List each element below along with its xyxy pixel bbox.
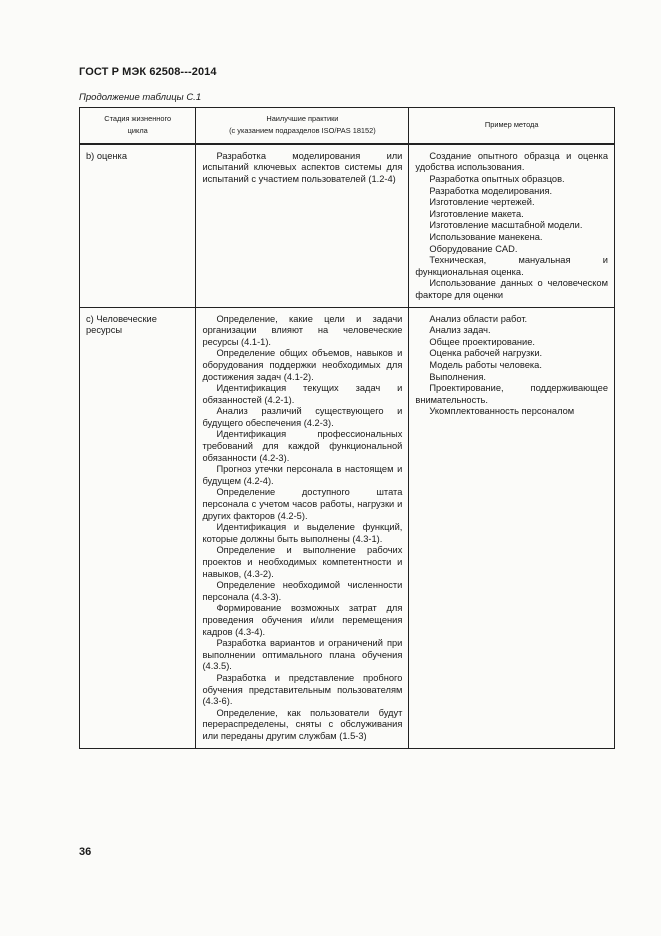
table-row: [80, 307, 615, 748]
row-stage-cell: с) Человеческие ресурсы: [80, 307, 196, 748]
practice-item: Определение и выполнение рабочих проектов и необходимых компетентности и навыков, (4.3-2).: [202, 545, 403, 579]
method-item: Укомплектованность персоналом: [429, 406, 575, 417]
row-stage-cell: b) оценка: [80, 144, 196, 307]
row-methods-cell: [409, 307, 615, 748]
row-methods-cell: [409, 144, 615, 307]
header-stage-line-2: цикла: [127, 126, 148, 136]
practice-item: Определение, какие цели и задачи организации влияют на человеческие ресурсы (4.1-1).: [202, 313, 403, 347]
header-method-line: Пример метода: [484, 120, 539, 130]
method-item: Использование манекена.: [429, 231, 543, 242]
practice-item: Разработка вариантов и ограничений при выполнении оптимального плана обучения (4.3.5).: [202, 638, 403, 672]
header-practices: [196, 108, 409, 144]
method-item: Выполнения.: [429, 371, 486, 382]
method-item: Техническая, мануальная и функциональная оценка.: [415, 255, 608, 277]
table-caption: Продолжение таблицы С.1: [79, 92, 202, 103]
row-practices-cell: [196, 144, 409, 307]
practice-item: Разработка моделирования или испытаний ключевых аспектов системы для испытаний с участием пользователей (1.2-4): [202, 150, 403, 184]
practice-item: Определение, как пользователи будут перераспределены, сняты с обслуживания или переданы другим службам (1.5-3): [202, 707, 403, 741]
practice-item: Формирование возможных затрат для проведения обучения и/или перемещения кадров (4.3-4).: [202, 603, 403, 637]
table-row: [80, 144, 615, 307]
method-item: Использование данных о человеческом факторе для оценки: [415, 278, 608, 300]
header-stage: [80, 108, 196, 144]
practice-item: Определение доступного штата персонала с учетом часов работы, нагрузки и других факторов (4.2-5).: [202, 487, 403, 521]
practice-item: Идентификация профессиональных требований для каждой функциональной обязанности (4.2-3).: [202, 429, 403, 463]
practice-item: Идентификация и выделение функций, которые должны быть выполнены (4.3-1).: [202, 522, 403, 544]
practice-item: Идентификация текущих задач и обязанностей (4.2-1).: [202, 383, 403, 405]
practice-item: Анализ различий существующего и будущего обеспечения (4.2-3).: [202, 406, 403, 428]
method-item: Анализ области работ.: [429, 313, 528, 324]
method-item: Разработка опытных образцов.: [429, 174, 565, 184]
method-item: Разработка моделирования.: [429, 185, 553, 196]
method-item: Проектирование, поддерживающее внимательность.: [415, 383, 608, 405]
method-item: Модель работы человека.: [429, 359, 542, 370]
document-header: ГОСТ Р МЭК 62508---2014: [79, 66, 217, 78]
practice-item: Определение общих объемов, навыков и оборудования поддержки необходимых для достижения задач (4.1-2).: [202, 348, 403, 382]
method-item: Создание опытного образца и оценка удобства использования.: [415, 150, 608, 173]
page-number: 36: [79, 846, 92, 858]
method-item: Анализ задач.: [429, 325, 491, 336]
header-practices-line-2: (с указанием подразделов ISO/PAS 18152): [229, 126, 376, 136]
practice-item: Определение необходимой численности персонала (4.3-3).: [202, 580, 403, 602]
table-header-row: [80, 108, 615, 144]
header-method: [409, 108, 615, 144]
method-item: Изготовление макета.: [429, 208, 524, 219]
header-practices-line-1: Наилучшие практики: [266, 114, 339, 123]
method-item: Оборудование CAD.: [429, 243, 518, 254]
practice-item: Разработка и представление пробного обучения представительным пользователям (4.3-6).: [202, 672, 403, 707]
method-item: Изготовление масштабной модели.: [429, 220, 583, 231]
method-item: Оценка рабочей нагрузки.: [429, 348, 543, 359]
method-item: Общее проектирование.: [429, 336, 535, 347]
practice-item: Прогноз утечки персонала в настоящем и будущем (4.2-4).: [202, 464, 403, 486]
practices-table: [79, 107, 615, 749]
row-practices-cell: [196, 307, 409, 748]
header-stage-line-1: Стадия жизненного: [104, 114, 172, 123]
method-item: Изготовление чертежей.: [429, 197, 535, 208]
